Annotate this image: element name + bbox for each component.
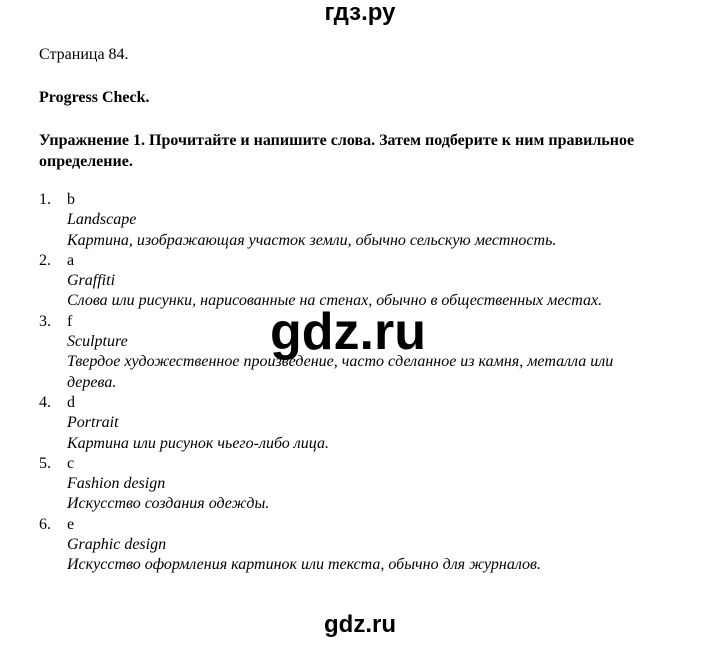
item-letter: d xyxy=(67,393,75,411)
item-number: 6. xyxy=(39,515,51,533)
item-word: Sculpture xyxy=(67,333,128,351)
answer-list xyxy=(39,190,689,576)
site-brand-header: гдз.ру xyxy=(324,0,396,26)
item-word: Landscape xyxy=(67,211,137,229)
item-letter: c xyxy=(67,454,75,472)
item-number: 1. xyxy=(39,191,51,208)
item-letter: a xyxy=(67,251,75,269)
answer-item xyxy=(39,454,689,515)
item-definition: Картина или рисунок чьего-либо лица. xyxy=(67,434,329,452)
item-definition: Искусство создания одежды. xyxy=(67,495,270,513)
section-title: Progress Check. xyxy=(39,89,150,106)
exercise-title: Упражнение 1. Прочитайте и напишите слова. Затем подберите к ним правильное определение. xyxy=(39,132,635,170)
page-number: Страница 84. xyxy=(39,46,129,63)
item-letter: b xyxy=(67,191,75,208)
item-word: Portrait xyxy=(67,414,119,432)
item-letter: f xyxy=(67,312,73,330)
item-definition: Твердое художественное произведение, часто сделанное из камня, металла или дерева. xyxy=(67,353,614,391)
item-number: 5. xyxy=(39,454,51,472)
item-number: 2. xyxy=(39,251,51,269)
item-number: 3. xyxy=(39,312,51,330)
item-definition: Слова или рисунки, нарисованные на стенах, обычно в общественных местах. xyxy=(67,292,603,310)
answer-item xyxy=(39,393,689,454)
item-word: Graffiti xyxy=(67,272,116,290)
watermark-center: gdz.ru xyxy=(270,303,426,361)
item-word: Fashion design xyxy=(67,475,166,493)
item-number: 4. xyxy=(39,393,51,411)
item-word: Graphic design xyxy=(67,536,167,554)
answer-item xyxy=(39,190,689,251)
watermark-bottom: gdz.ru xyxy=(324,611,396,638)
item-letter: e xyxy=(67,515,75,533)
item-definition: Картина, изображающая участок земли, обычно сельскую местность. xyxy=(67,231,557,249)
answer-item xyxy=(39,515,689,576)
item-definition: Искусство оформления картинок или текста, обычно для журналов. xyxy=(67,556,541,574)
